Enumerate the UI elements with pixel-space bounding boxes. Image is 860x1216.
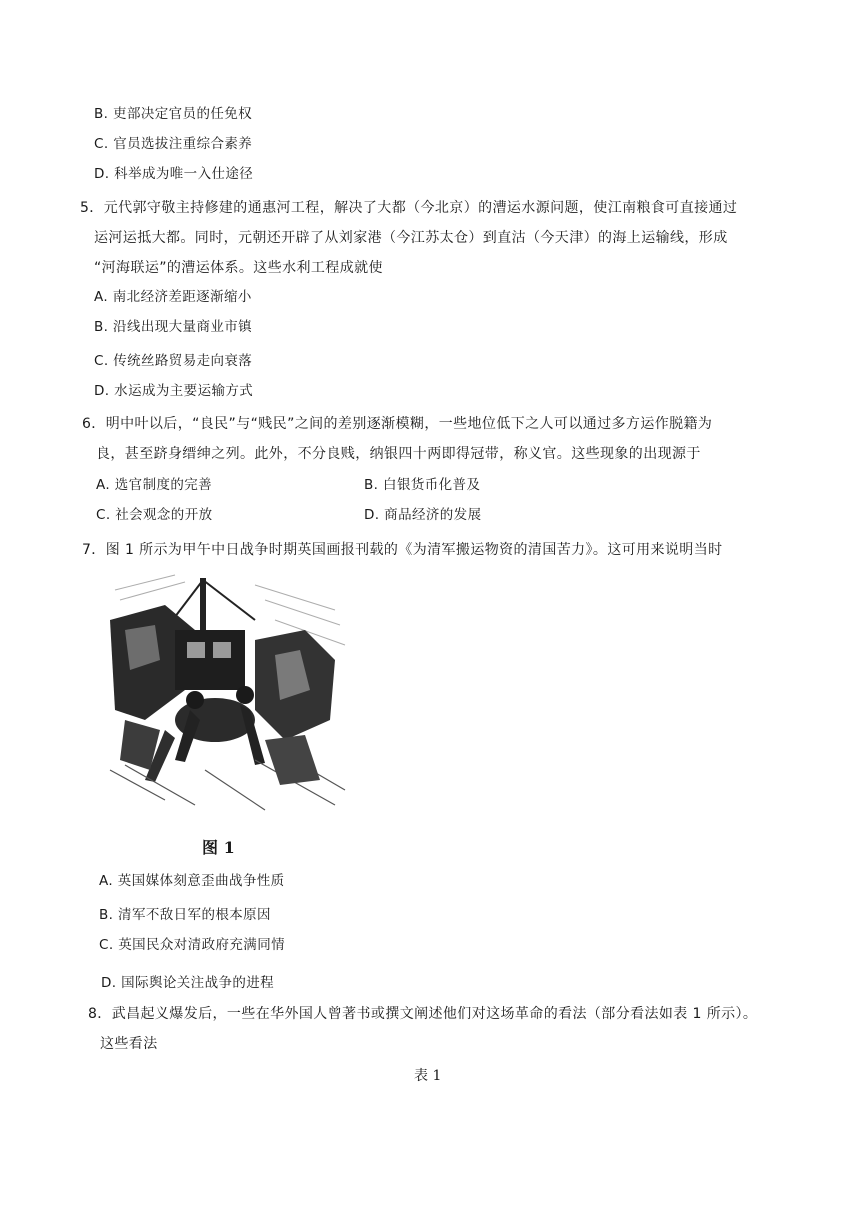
q5-stem-line-1: 5．元代郭守敬主持修建的通惠河工程，解决了大都（今北京）的漕运水源问题，使江南粮食可直接通过: [80, 200, 738, 216]
q7-option-b: B. 清军不敌日军的根本原因: [99, 907, 271, 923]
q6-option-a: A. 选官制度的完善: [96, 477, 213, 493]
q5-option-b: B. 沿线出现大量商业市镇: [94, 319, 253, 335]
q7-historical-illustration: [105, 570, 350, 820]
q7-option-d: D. 国际舆论关注战争的进程: [101, 975, 275, 991]
q6-option-c: C. 社会观念的开放: [96, 507, 213, 523]
q5-option-c: C. 传统丝路贸易走向衰落: [94, 353, 253, 369]
q6-stem-line-2: 良，甚至跻身缙绅之列。此外，不分良贱，纳银四十两即得冠带，称义官。这些现象的出现源于: [96, 446, 701, 462]
q8-stem-line-2: 这些看法: [100, 1036, 158, 1052]
q5-stem-line-3: “河海联运”的漕运体系。这些水利工程成就使: [94, 260, 383, 276]
q4-option-c: C. 官员选拔注重综合素养: [94, 136, 253, 152]
q6-option-b: B. 白银货币化普及: [364, 477, 481, 493]
q7-option-a: A. 英国媒体刻意歪曲战争性质: [99, 873, 285, 889]
q6-stem-line-1: 6．明中叶以后，“良民”与“贱民”之间的差别逐渐模糊，一些地位低下之人可以通过多方运作脱籍为: [82, 416, 713, 432]
q5-option-a: A. 南北经济差距逐渐缩小: [94, 289, 252, 305]
q5-option-d: D. 水运成为主要运输方式: [94, 383, 254, 399]
q5-stem-line-2: 运河运抵大都。同时，元朝还开辟了从刘家港（今江苏太仓）到直沽（今天津）的海上运输线，形成: [94, 230, 728, 246]
q7-stem-line-1: 7．图 1 所示为甲午中日战争时期英国画报刊载的《为清军搬运物资的清国苦力》。这可用来说明当时: [82, 542, 723, 558]
q8-stem-line-1: 8．武昌起义爆发后，一些在华外国人曾著书或撰文阐述他们对这场革命的看法（部分看法如表 1 所示）。: [88, 1006, 758, 1022]
q7-option-c: C. 英国民众对清政府充满同情: [99, 937, 286, 953]
q4-option-b: B. 吏部决定官员的任免权: [94, 106, 253, 122]
q4-option-d: D. 科举成为唯一入仕途径: [94, 166, 254, 182]
q6-option-d: D. 商品经济的发展: [364, 507, 482, 523]
q8-table-caption: 表 1: [414, 1068, 442, 1084]
q7-figure-caption: 图 1: [202, 838, 235, 857]
